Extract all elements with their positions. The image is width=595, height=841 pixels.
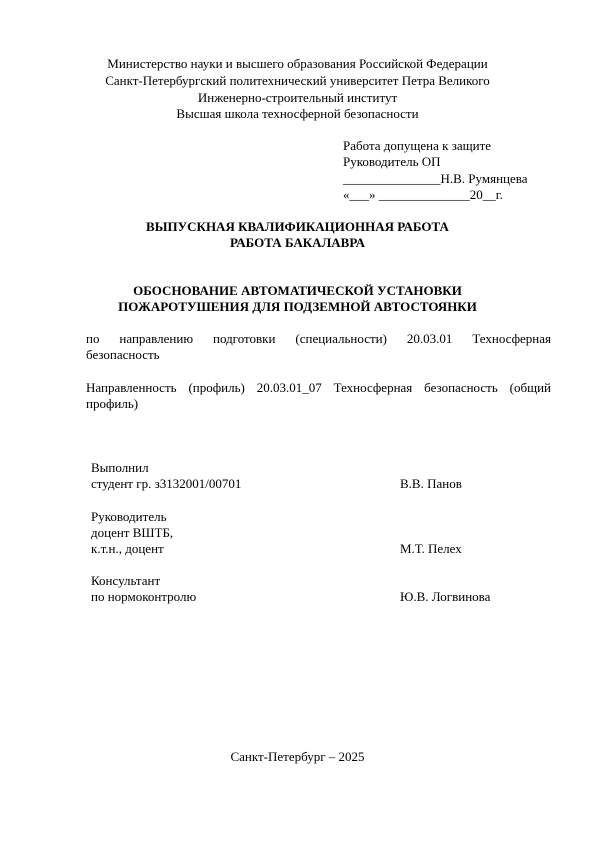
ministry-line: Министерство науки и высшего образования Российской Федерации	[107, 56, 488, 71]
approval-date: «___» ______________20__г.	[343, 187, 503, 202]
supervisor-role: Руководитель	[91, 509, 167, 524]
approval-admitted: Работа допущена к защите	[343, 138, 492, 153]
thesis-title-line2: ПОЖАРОТУШЕНИЯ ДЛЯ ПОДЗЕМНОЙ АВТОСТОЯНКИ	[118, 299, 477, 314]
supervisor-position: доцент ВШТБ,	[91, 525, 174, 540]
supervisor-name: М.Т. Пелех	[400, 541, 462, 556]
profile-line2: профиль)	[86, 396, 139, 411]
author-name: В.В. Панов	[400, 476, 462, 491]
work-type-line2: РАБОТА БАКАЛАВРА	[230, 235, 365, 250]
consultant-role: Консультант	[91, 573, 161, 588]
school-line: Высшая школа техносферной безопасности	[176, 106, 419, 121]
author-role: Выполнил	[91, 460, 149, 475]
supervisor-degree: к.т.н., доцент	[91, 541, 164, 556]
profile-line1: Направленность (профиль) 20.03.01_07 Техносферная безопасность (общий	[86, 380, 551, 395]
author-group: студент гр. з3132001/00701	[91, 476, 242, 491]
institute-line: Инженерно-строительный институт	[197, 90, 398, 105]
direction-line2: безопасность	[86, 347, 160, 362]
consultant-name: Ю.В. Логвинова	[400, 589, 491, 604]
university-line: Санкт-Петербургский политехнический университет Петра Великого	[105, 73, 490, 88]
approval-signature: _______________Н.В. Румянцева	[343, 171, 528, 186]
direction-line1: по направлению подготовки (специальности) 20.03.01 Техносферная	[86, 331, 551, 346]
work-type-line1: ВЫПУСКНАЯ КВАЛИФИКАЦИОННАЯ РАБОТА	[146, 219, 449, 234]
consultant-position: по нормоконтролю	[91, 589, 197, 604]
city-year: Санкт-Петербург – 2025	[230, 749, 365, 764]
thesis-title-line1: ОБОСНОВАНИЕ АВТОМАТИЧЕСКОЙ УСТАНОВКИ	[133, 283, 462, 298]
approval-head: Руководитель ОП	[343, 154, 441, 169]
